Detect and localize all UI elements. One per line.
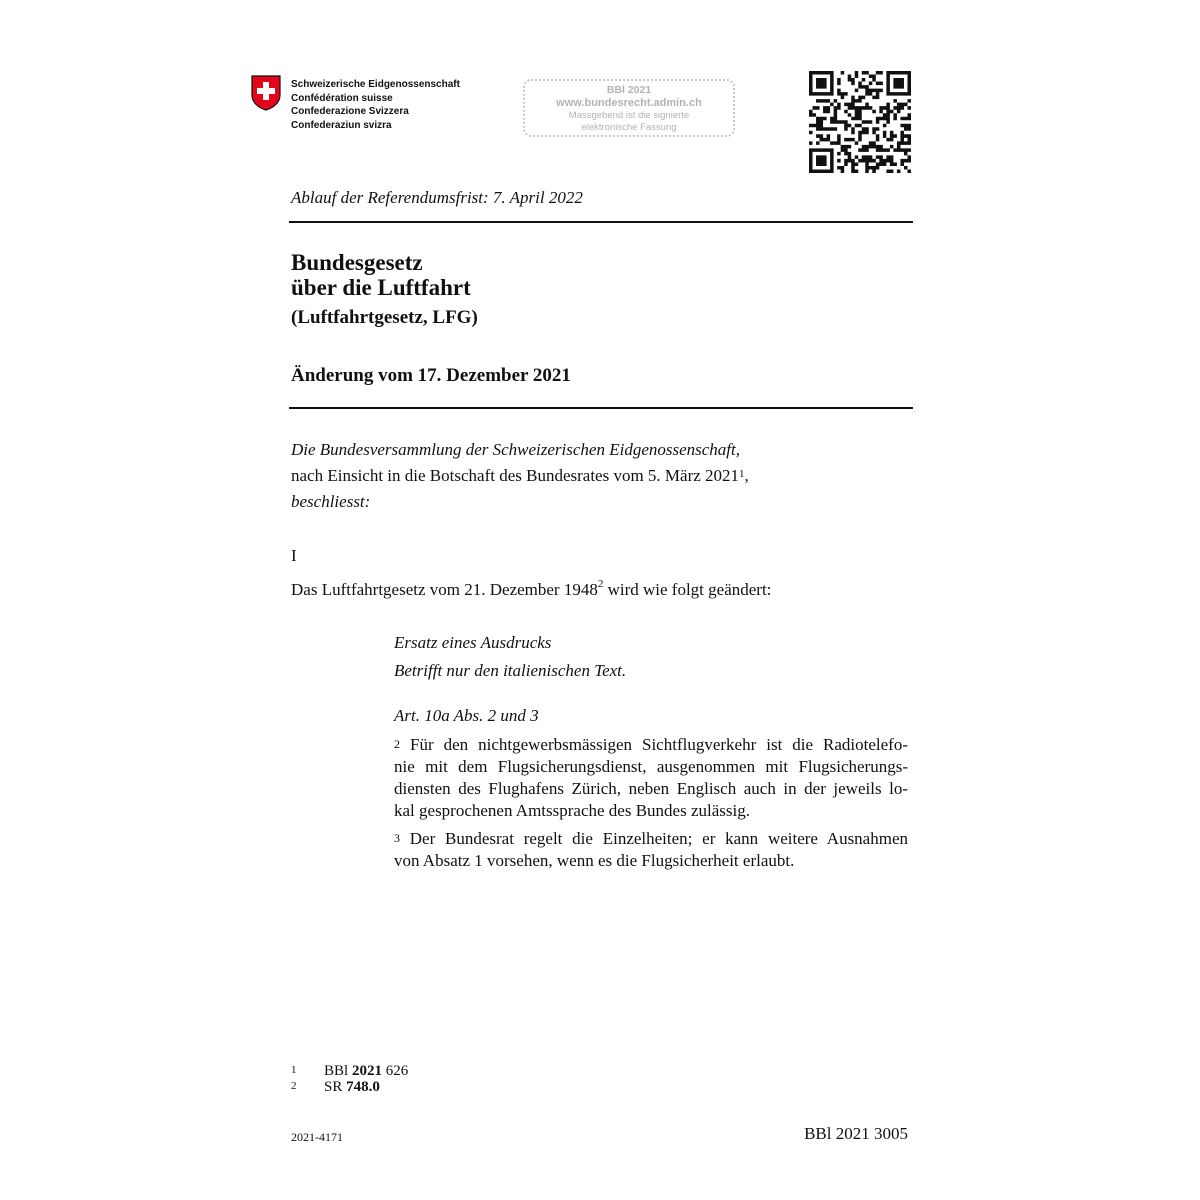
paragraph-2-line: kal gesprochenen Amtssprache des Bundes zulässig. <box>394 801 750 820</box>
footnotes <box>291 1063 408 1095</box>
section-number: I <box>291 546 297 565</box>
stamp-line-1: BBl 2021 <box>606 84 652 96</box>
amendment-date: Änderung vom 17. Dezember 2021 <box>291 365 571 386</box>
federal-name-rm: Confederaziun svizra <box>291 119 392 131</box>
qr-code-icon <box>809 71 911 173</box>
divider-top <box>289 221 913 223</box>
preamble-comma: , <box>744 466 749 485</box>
law-title <box>291 250 471 300</box>
stamp-line-3: Massgebend ist die signierte <box>568 110 690 121</box>
federal-gazette-reference: BBl 2021 3005 <box>804 1124 908 1143</box>
preamble-line-1: Die Bundesversammlung der Schweizerischen Eidgenossenschaft, <box>291 440 740 459</box>
referendum-deadline: Ablauf der Referendumsfrist: 7. April 2022 <box>291 188 583 207</box>
federal-name-de: Schweizerische Eidgenossenschaft <box>291 79 460 90</box>
preamble-line-2 <box>291 463 749 489</box>
stamp-line-2: www.bundesrecht.admin.ch <box>556 97 702 109</box>
footnote-prefix: SR <box>324 1079 347 1095</box>
footnote-1 <box>291 1063 408 1079</box>
paragraph-3-number: 3 <box>394 831 400 845</box>
footnote-text <box>324 1063 408 1079</box>
article-heading: Art. 10a Abs. 2 und 3 <box>394 706 539 725</box>
footnote-ref-1: 1 <box>739 468 745 480</box>
replacement-block <box>394 629 908 685</box>
paragraph-3-line: von Absatz 1 vorsehen, wenn es die Flugsicherheit erlaubt. <box>394 851 795 870</box>
law-title-line-1: Bundesgesetz <box>291 250 423 275</box>
paragraph-3-line <box>394 828 908 850</box>
paragraph-3 <box>394 828 908 872</box>
paragraph-2-line: diensten des Flughafens Zürich, neben Englisch auch in der jeweils lo- <box>394 779 908 798</box>
paragraph-2-text: Für den nichtgewerbsmässigen Sichtflugverkehr ist die Radiotelefo- <box>400 735 908 754</box>
replacement-heading: Ersatz eines Ausdrucks <box>394 633 552 652</box>
replacement-note: Betrifft nur den italienischen Text. <box>394 661 627 680</box>
swiss-cross-icon <box>251 75 281 111</box>
amendment-intro <box>291 580 771 600</box>
document-id: 2021-4171 <box>291 1130 343 1144</box>
footnote-prefix: BBl <box>324 1063 352 1079</box>
article-block <box>394 706 908 878</box>
footnote-ref-2: 2 <box>597 578 604 590</box>
preamble-line-3: beschliesst: <box>291 492 371 511</box>
footnote-number: 2 <box>291 1080 297 1092</box>
federal-name-it: Confederazione Svizzera <box>291 106 409 117</box>
divider-bottom <box>289 407 913 409</box>
federal-name-fr: Confédération suisse <box>291 92 393 104</box>
footnote-suffix: 626 <box>381 1063 409 1079</box>
paragraph-2-line <box>394 734 908 756</box>
footnote-bold: 748.0 <box>346 1079 380 1095</box>
paragraph-2-line: nie mit dem Flugsicherungsdienst, ausgenommen mit Flugsicherungs- <box>394 757 908 776</box>
footnote-text <box>324 1079 380 1095</box>
footnote-bold: 2021 <box>351 1063 382 1079</box>
preamble <box>291 437 749 515</box>
footnote-2 <box>291 1079 408 1095</box>
intro-text: Das Luftfahrtgesetz vom 21. Dezember 1948 <box>291 580 598 599</box>
law-title-line-2: über die Luftfahrt <box>291 275 471 300</box>
stamp-line-4: elektronische Fassung <box>581 121 677 133</box>
federal-administration-names <box>291 78 460 132</box>
paragraph-3-text: Der Bundesrat regelt die Einzelheiten; er kann weitere Ausnahmen <box>400 829 908 848</box>
intro-text-end: wird wie folgt geändert: <box>603 580 772 599</box>
paragraph-2 <box>394 734 908 822</box>
paragraph-2-number: 2 <box>394 737 400 751</box>
preamble-text: nach Einsicht in die Botschaft des Bundesrates vom 5. März 2021 <box>291 466 740 485</box>
footnote-number: 1 <box>291 1064 297 1076</box>
law-short-title: (Luftfahrtgesetz, LFG) <box>291 307 478 328</box>
authenticity-stamp <box>523 79 735 137</box>
